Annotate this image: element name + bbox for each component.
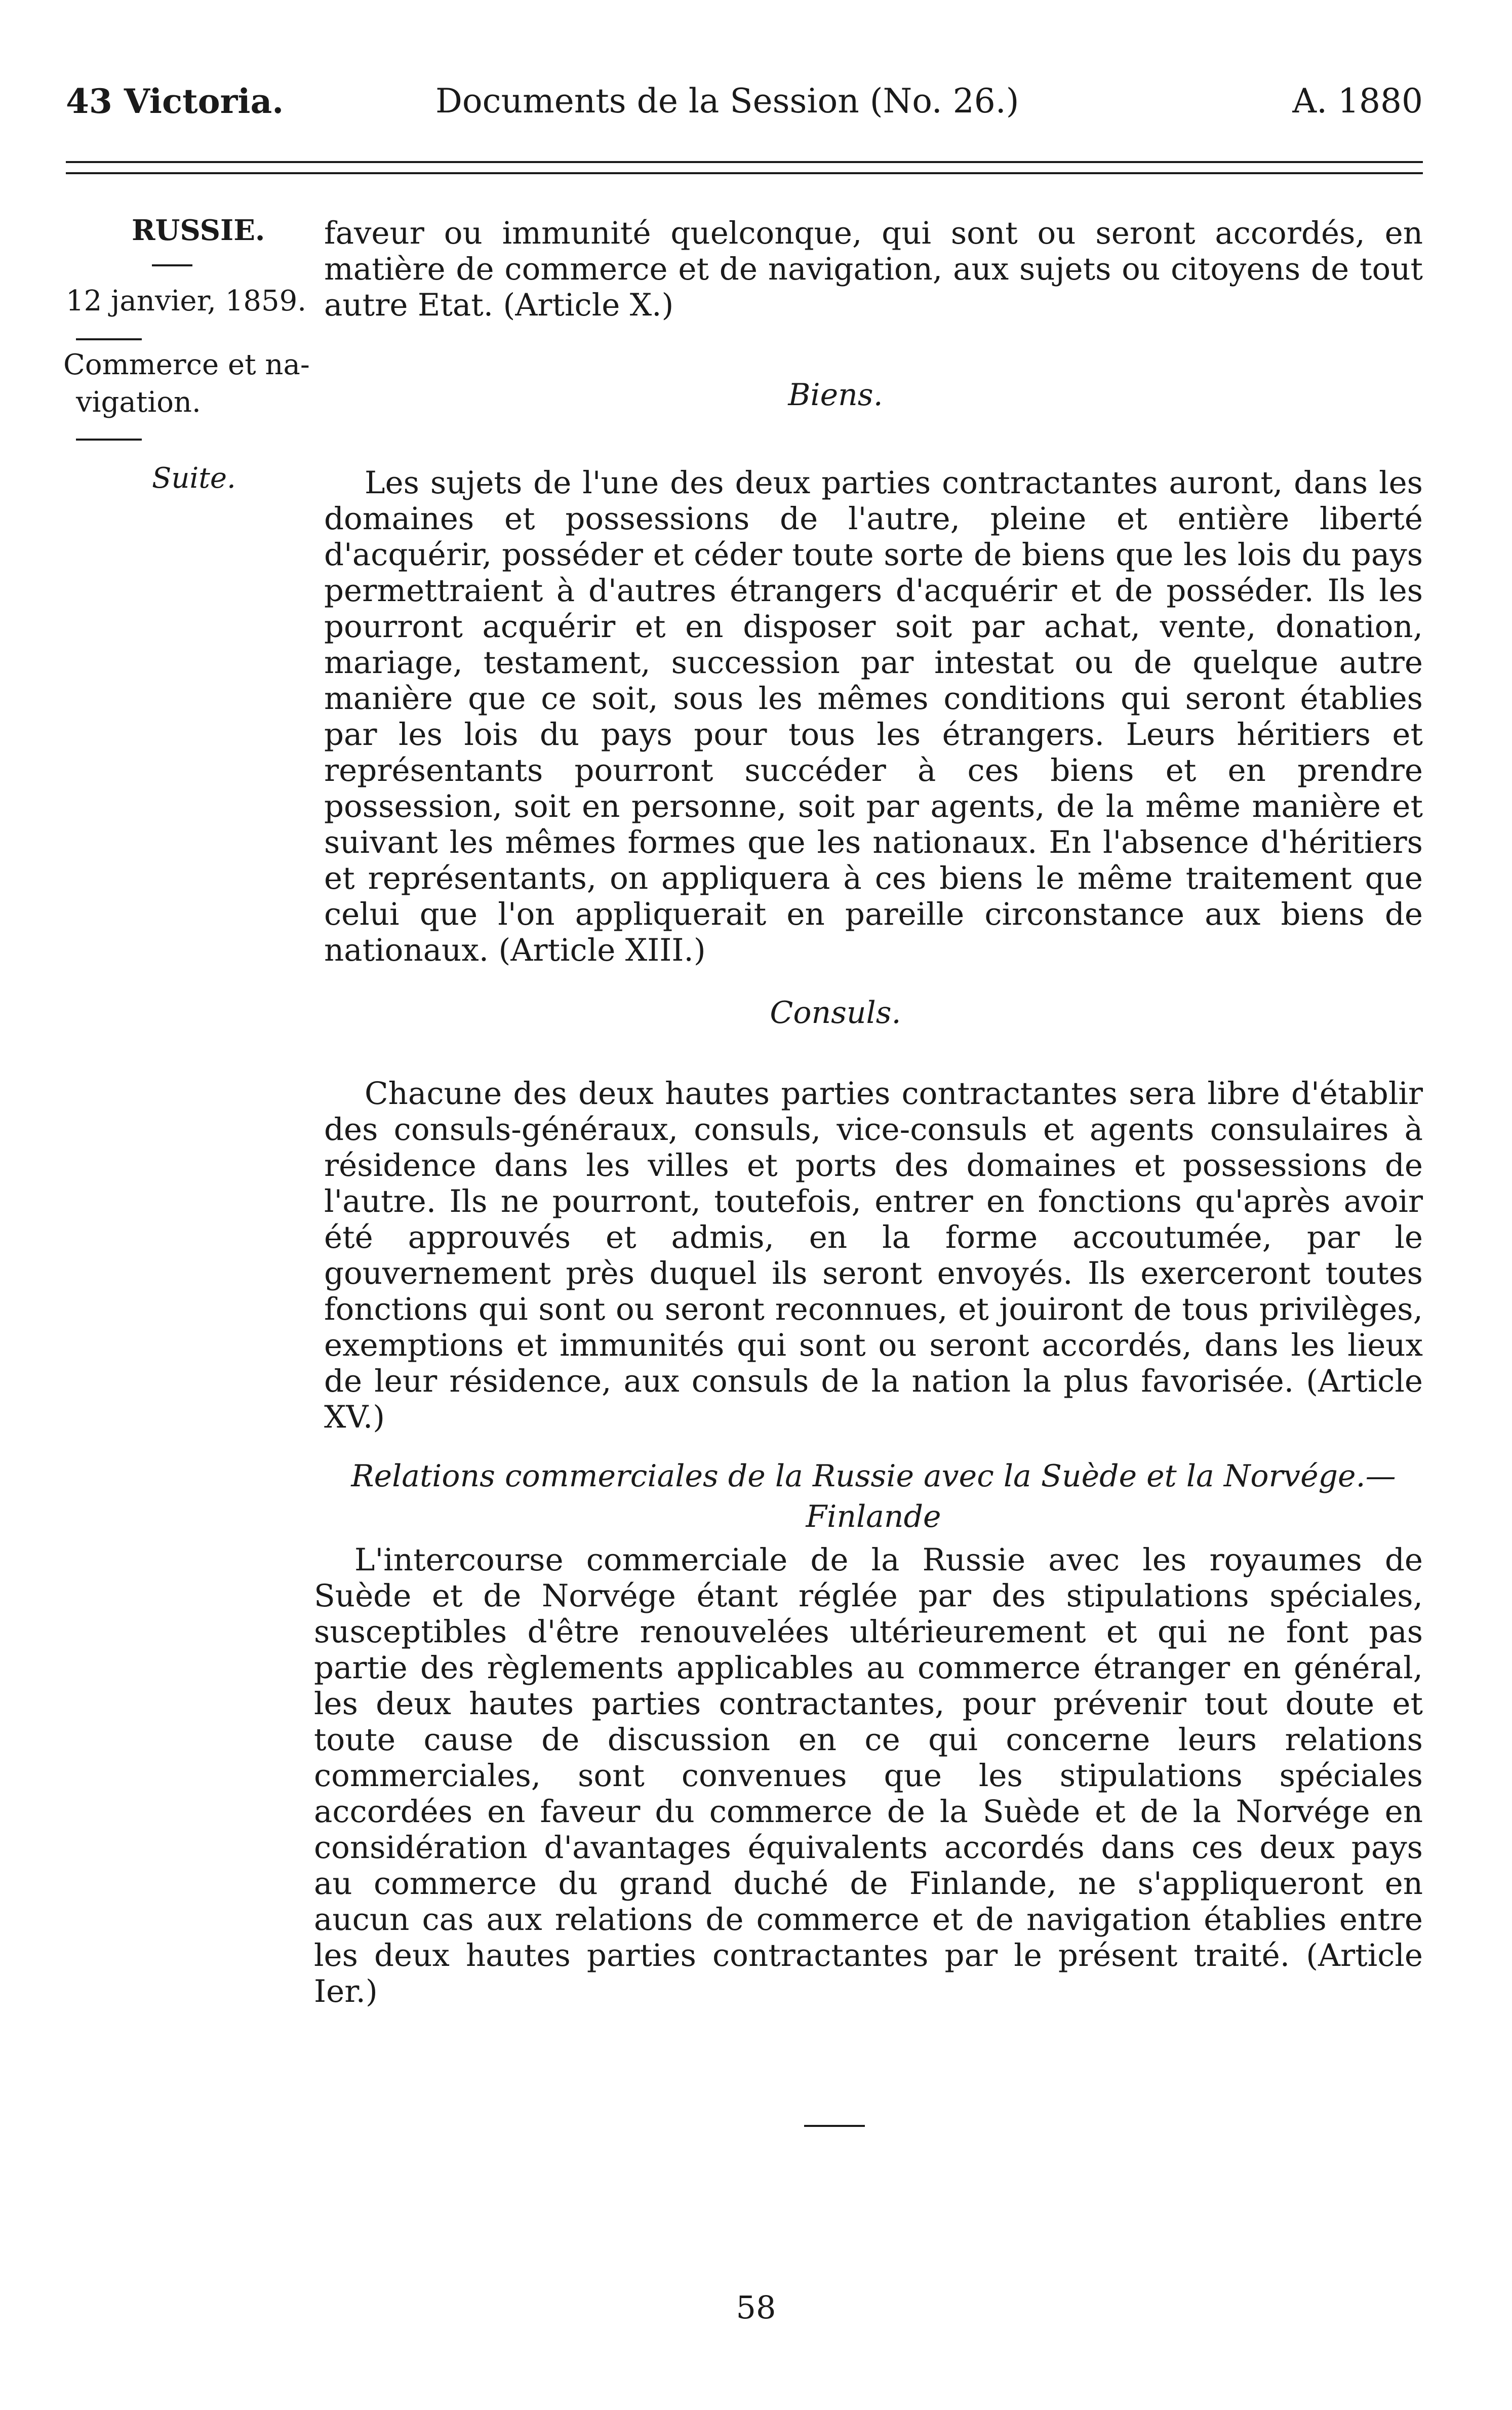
consuls-heading: Consuls. bbox=[770, 995, 901, 1031]
header-year: A. 1880 bbox=[1292, 82, 1423, 121]
biens-paragraph: Les sujets de l'une des deux parties contractantes auront, dans les domaines et possessions de l'autre, pleine et entière liberté d'acquérir, posséder et céder toute sorte de biens que les lois du pays permettraient à d'autres étrangers d'acquérir et de posséder. Ils les pourront acquérir et en disposer soit par achat, vente, donation, mariage, testament, succession par intestat ou de quelque autre manière que ce soit, sous les mêmes conditions qui seront établies par les lois du pays pour tous les étrangers. Leurs héritiers et représentants pourront succéder à ces biens et en prendre possession, soit en personne, soit par agents, de la même manière et suivant les mêmes formes que les nationaux. En l'absence d'héritiers et représentants, on appliquera à ces biens le même traitement que celui que l'on appliquerait en pareille circonstance aux biens de nationaux. (Article XIII.) bbox=[324, 465, 1423, 968]
page-number: 58 bbox=[736, 2289, 776, 2326]
header-rule-bottom bbox=[66, 172, 1423, 174]
relations-heading: Relations commerciales de la Russie avec la Suède et la Norvége.—Finlande bbox=[351, 1458, 1396, 1534]
margin-date: 12 janvier, 1859. bbox=[66, 285, 307, 318]
intro-paragraph: faveur ou immunité quelconque, qui sont ou seront accordés, en matière de commerce et de navigation, aux sujets ou citoyens de tout autre Etat. (Article X.) bbox=[324, 215, 1423, 323]
margin-commerce-line2: vigation. bbox=[76, 386, 201, 419]
margin-rule-3 bbox=[76, 439, 142, 441]
header-rule-top bbox=[66, 161, 1423, 163]
header-title: Documents de la Session (No. 26.) bbox=[435, 82, 1019, 121]
closing-rule bbox=[804, 2125, 865, 2127]
consuls-paragraph: Chacune des deux hautes parties contractantes sera libre d'établir des consuls-généraux, consuls, vice-consuls et agents consulaires à résidence dans les villes et ports des domaines et possessions de l'autre. Ils ne pourront, toutefois, entrer en fonctions qu'après avoir été approuvés et admis, en la forme accoutumée, par le gouvernement près duquel ils seront envoyés. Ils exerceront toutes fonctions qui sont ou seront reconnues, et jouiront de tous privilèges, exemptions et immunités qui sont ou seront accordés, dans les lieux de leur résidence, aux consuls de la nation la plus favorisée. (Article XV.) bbox=[324, 1076, 1423, 1435]
biens-heading: Biens. bbox=[788, 377, 883, 413]
margin-rule-1 bbox=[152, 264, 192, 266]
margin-commerce-line1: Commerce et na- bbox=[63, 348, 310, 381]
margin-rule-2 bbox=[76, 338, 142, 340]
relations-paragraph: L'intercourse commerciale de la Russie avec les royaumes de Suède et de Norvége étant réglée par des stipulations spéciales, susceptibles d'être renouvelées ultérieurement et qui ne font pas partie des règlements applicables au commerce étranger en général, les deux hautes parties contractantes, pour prévenir tout doute et toute cause de discussion en ce qui concerne leurs relations commerciales, sont convenues que les stipulations spéciales accordées en faveur du commerce de la Suède et de la Norvége en considération d'avantages équivalents accordés dans ces deux pays au commerce du grand duché de Finlande, ne s'appliqueront en aucun cas aux relations de commerce et de navigation établies entre les deux hautes parties contractantes par le présent traité. (Article Ier.) bbox=[314, 1542, 1423, 2009]
running-header bbox=[66, 76, 1423, 127]
margin-russie: RUSSIE. bbox=[132, 214, 265, 247]
header-volume: 43 Victoria. bbox=[66, 82, 284, 121]
margin-suite: Suite. bbox=[152, 462, 236, 495]
